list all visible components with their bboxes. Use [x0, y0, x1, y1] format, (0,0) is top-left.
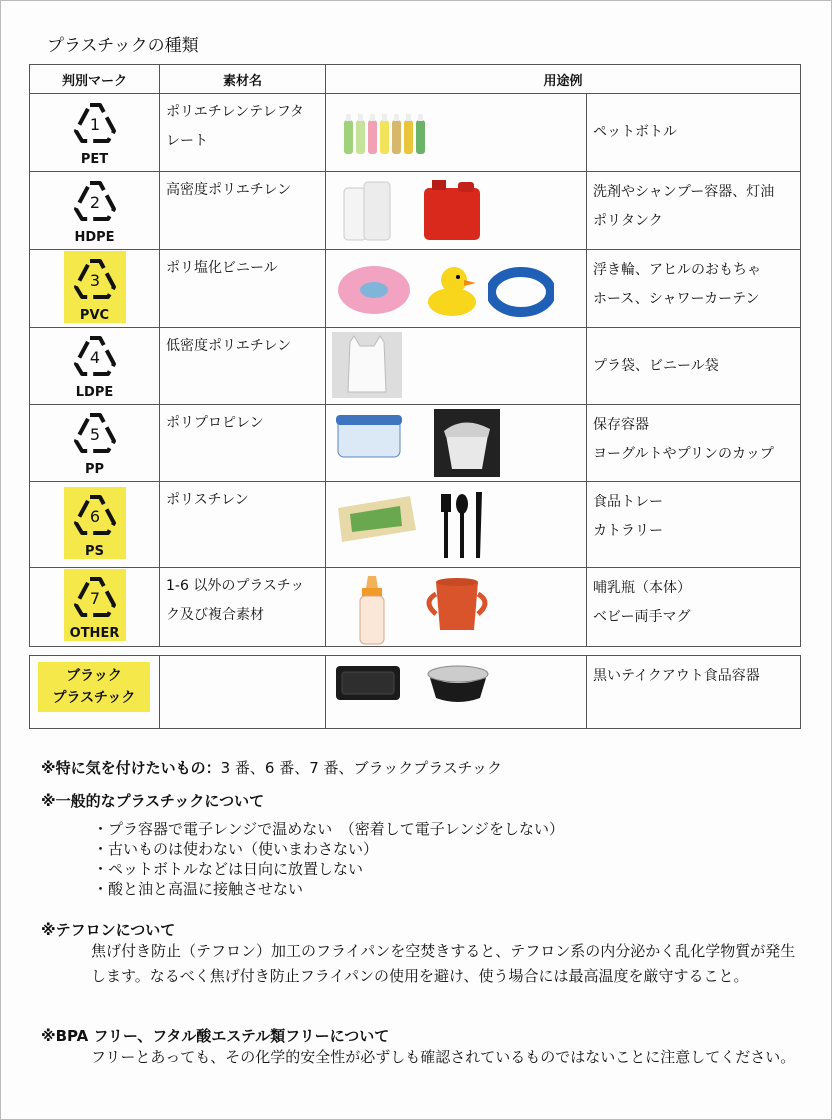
material-name: ポリスチレン [160, 482, 326, 568]
table-row [30, 328, 801, 405]
table-row [30, 482, 801, 568]
recycle-mark-icon [64, 251, 126, 323]
recycle-triangle-icon [70, 330, 120, 380]
plastic-bag-image [332, 332, 402, 398]
mark-abbreviation: PS [85, 543, 104, 559]
material-name: ポリエチレンテレフタ レート [160, 94, 326, 172]
bpa-heading: ※BPA フリー、フタル酸エステル類フリーについて [41, 1027, 390, 1045]
mark-abbreviation: LDPE [75, 385, 114, 400]
table-row [30, 94, 801, 172]
mark-abbreviation: OTHER [69, 626, 120, 641]
svg-text:5: 5 [89, 425, 100, 444]
cutlery-image [438, 490, 486, 560]
bpa-body: フリーとあっても、その化学的安全性が必ずしも確認されているものではないことに注意してください。 [91, 1048, 796, 1066]
list-item: ・古いものは使わない（使いまわさない） [93, 840, 379, 858]
recycle-triangle-icon [70, 175, 120, 225]
plastic-types-table [29, 64, 801, 647]
header-material: 素材名 [160, 65, 326, 94]
header-use: 用途例 [326, 65, 801, 94]
recycle-mark-icon [64, 328, 126, 400]
black-tray-image [334, 660, 402, 706]
recycle-triangle-icon [70, 489, 120, 539]
material-name: 1-6 以外のプラスチッ ク及び複合素材 [160, 568, 326, 647]
use-examples: 洗剤やシャンプー容器、灯油 ポリタンク [587, 172, 801, 250]
svg-text:7: 7 [89, 589, 100, 608]
baby-mug-image [420, 574, 496, 634]
material-name: 低密度ポリエチレン [160, 328, 326, 405]
use-examples: プラ袋、ビニール袋 [587, 328, 801, 405]
mark-abbreviation: PP [84, 462, 105, 477]
svg-text:6: 6 [89, 506, 100, 526]
mark-abbreviation: HDPE [74, 229, 115, 245]
black-plastic-table [29, 655, 801, 729]
rubber-duck-image [424, 260, 480, 320]
black-plastic-images [326, 656, 587, 729]
hose-image [488, 260, 554, 320]
use-examples: 浮き輪、アヒルのおもちゃ ホース、シャワーカーテン [587, 250, 801, 328]
mark-abbreviation: PET [80, 151, 109, 167]
material-name: ポリプロピレン [160, 405, 326, 482]
page-title: プラスチックの種類 [47, 36, 199, 56]
example-images [326, 94, 587, 172]
table-header-row [30, 65, 801, 94]
table-row [30, 568, 801, 647]
use-examples: 哺乳瓶（本体） ベビー両手マグ [587, 568, 801, 647]
material-name: ポリ塩化ビニール [160, 250, 326, 328]
table-row [30, 172, 801, 250]
food-tray-image [334, 490, 418, 546]
teflon-heading: ※テフロンについて [41, 921, 176, 939]
list-item: ・プラ容器で電子レンジで温めない （密着して電子レンジをしない） [93, 820, 565, 838]
mark-abbreviation: PVC [79, 307, 110, 323]
example-images [326, 328, 587, 405]
yogurt-cup-image [434, 409, 500, 477]
svg-text:1: 1 [89, 114, 100, 134]
black-bowl-image [424, 660, 492, 706]
recycle-triangle-icon [70, 571, 120, 621]
baby-bottle-image [354, 574, 390, 646]
recycle-triangle-icon [70, 407, 120, 457]
teflon-body: 焦げ付き防止（テフロン）加工のフライパンを空焚きすると、テフロン系の内分泌かく乱化学物質が発生します。なるべく焦げ付き防止フライパンの使用を避け、使う場合には最高温度を厳守すること。 [91, 942, 796, 985]
black-plastic-use: 黒いテイクアウト食品容器 [587, 656, 801, 729]
swim-ring-image [334, 260, 414, 320]
svg-text:3: 3 [89, 270, 100, 290]
example-images [326, 172, 587, 250]
example-images [326, 250, 587, 328]
use-examples: ペットボトル [587, 94, 801, 172]
recycle-triangle-icon [70, 97, 120, 147]
recycle-mark-icon [64, 487, 126, 559]
svg-text:4: 4 [89, 348, 100, 367]
pet-bottles-image [340, 106, 430, 156]
list-item: ・酸と油と高温に接触させない [93, 880, 304, 898]
storage-container-image [334, 409, 404, 463]
recycle-mark-icon [64, 569, 126, 641]
recycle-mark-icon [64, 95, 126, 167]
recycle-triangle-icon [70, 253, 120, 303]
use-examples: 保存容器 ヨーグルトやプリンのカップ [587, 405, 801, 482]
example-images [326, 482, 587, 568]
caution-note: ※特に気を付けたいもの：3 番、6 番、7 番、ブラックプラスチック [41, 759, 503, 777]
table-row [30, 250, 801, 328]
table-row [30, 405, 801, 482]
list-item: ・ペットボトルなどは日向に放置しない [93, 860, 364, 878]
recycle-mark-icon [64, 173, 126, 245]
header-mark: 判別マーク [30, 65, 160, 94]
black-plastic-label: ブラック プラスチック [38, 662, 150, 712]
kerosene-tank-image [418, 178, 486, 244]
material-name: 高密度ポリエチレン [160, 172, 326, 250]
example-images [326, 405, 587, 482]
general-heading: ※一般的なプラスチックについて [41, 792, 265, 810]
svg-text:2: 2 [89, 192, 100, 212]
example-images [326, 568, 587, 647]
table-row [30, 656, 801, 729]
recycle-mark-icon [64, 405, 126, 477]
use-examples: 食品トレー カトラリー [587, 482, 801, 568]
detergent-bottles-image [336, 178, 396, 244]
